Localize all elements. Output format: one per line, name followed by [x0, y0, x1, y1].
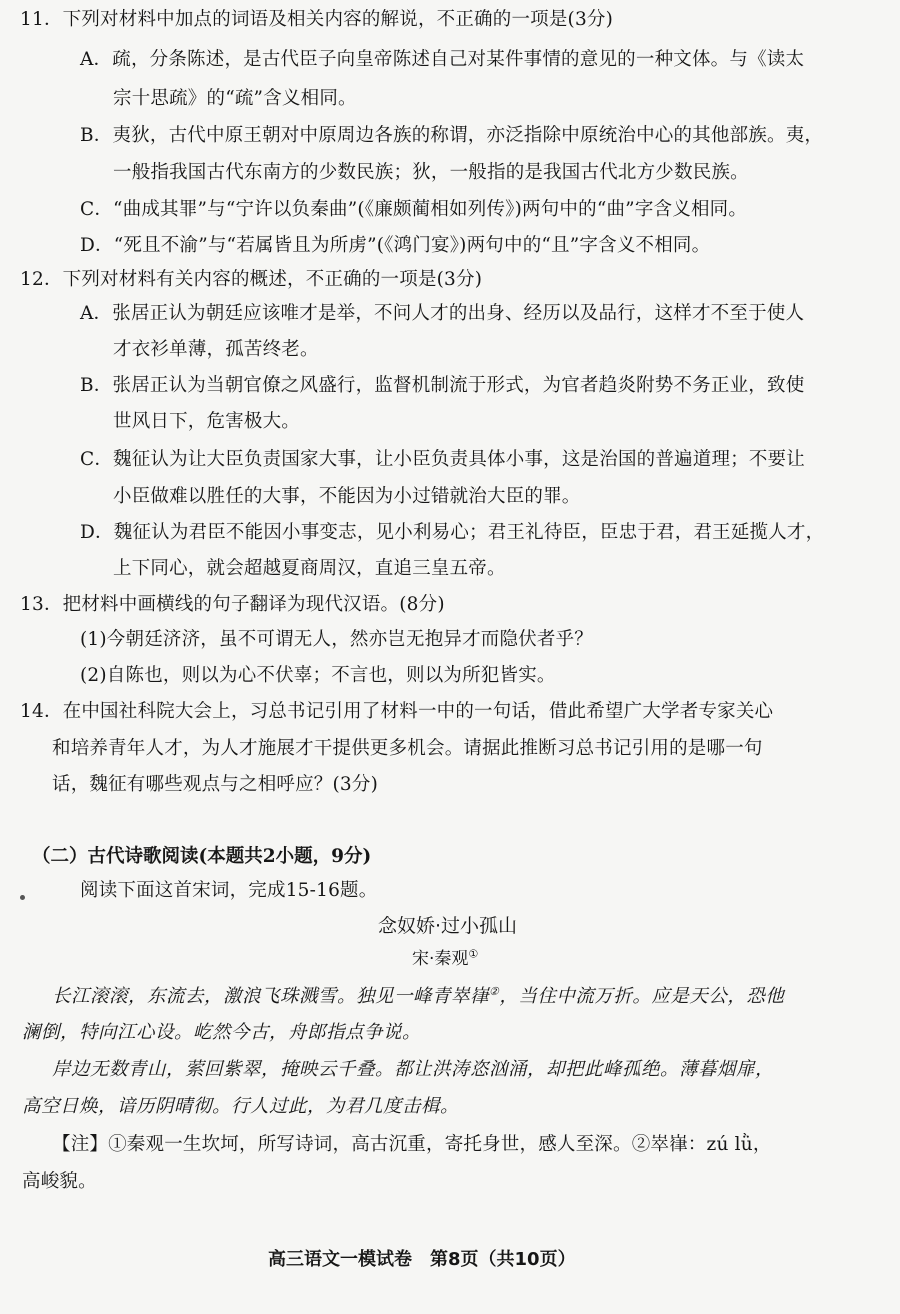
q12-option-d-line2: 上下同心，就会超越夏商周汉，直追三皇五帝。	[113, 558, 506, 579]
poem-line-1b: ，当住中流万折。应是天公，恐他	[499, 986, 785, 1007]
q13-sentence-1: (1)今朝廷济济，虽不可谓无人，然亦岂无抱异才而隐伏者乎？	[80, 629, 594, 650]
note-line-1: 【注】①秦观一生坎坷，所写诗词，高古沉重，寄托身世，感人至深。②崒嵂：zú lǜ，	[52, 1134, 772, 1155]
q12-option-b-line1: B．张居正认为当朝官僚之风盛行，监督机制流于形式，为官者趋炎附势不务正业，致使	[80, 375, 805, 396]
poem-author	[412, 948, 478, 970]
q12-option-d-line1: D．魏征认为君臣不能因小事变志，见小利易心；君王礼待臣，臣忠于君，君王延揽人才，	[80, 522, 825, 543]
poem-line-2: 澜倒，特向江心设。屹然今古，舟郎指点争说。	[22, 1022, 422, 1043]
poem-author-name: 宋·秦观	[412, 949, 469, 969]
q14-line1: 14．在中国社科院大会上，习总书记引用了材料一中的一句话，借此希望广大学者专家关心	[20, 701, 774, 722]
q13-sentence-2: (2)自陈也，则以为心不伏辜；不言也，则以为所犯皆实。	[80, 665, 556, 686]
note-line-2: 高峻貌。	[22, 1171, 97, 1192]
q11-option-c: C．“曲成其罪”与“宁许以负秦曲”(《廉颇蔺相如列传》)两句中的“曲”字含义相同。	[80, 199, 748, 220]
q12-option-a-line2: 才衣衫单薄，孤苦终老。	[113, 339, 319, 360]
page-footer: 高三语文一模试卷 第8页（共10页）	[268, 1249, 576, 1270]
margin-dot	[20, 895, 25, 900]
section-heading: （二）古代诗歌阅读(本题共2小题，9分)	[32, 846, 372, 867]
poem-line-1	[52, 985, 784, 1009]
q11-option-b-line1: B．夷狄，古代中原王朝对中原周边各族的称谓，亦泛指除中原统治中心的其他部族。夷，	[80, 125, 824, 146]
poem-line-3: 岸边无数青山，萦回紫翠，掩映云千叠。都让洪涛恣汹涌，却把此峰孤绝。薄暮烟扉，	[52, 1059, 775, 1080]
section-instruction: 阅读下面这首宋词，完成15-16题。	[80, 880, 378, 901]
poem-line-4: 高空日焕，谙历阴晴彻。行人过此，为君几度击楫。	[22, 1096, 460, 1117]
poem-line-1a: 长江滚滚，东流去，激浪飞珠溅雪。独见一峰青崒嵂	[52, 986, 490, 1007]
footnote-mark-1: ①	[468, 947, 479, 961]
q14-line2: 和培养青年人才，为人才施展才干提供更多机会。请据此推断习总书记引用的是哪一句	[52, 738, 763, 759]
q11-option-b-line2: 一般指我国古代东南方的少数民族；狄，一般指的是我国古代北方少数民族。	[113, 162, 749, 183]
q11-stem: 11．下列对材料中加点的词语及相关内容的解说，不正确的一项是(3分)	[20, 9, 614, 30]
q14-line3: 话，魏征有哪些观点与之相呼应？(3分)	[52, 774, 379, 795]
q12-stem: 12．下列对材料有关内容的概述，不正确的一项是(3分)	[20, 269, 483, 290]
footnote-mark-2: ②	[489, 984, 500, 998]
q11-option-a-line2: 宗十思疏》的“疏”含义相同。	[113, 88, 357, 109]
q11-option-d: D．“死且不渝”与“若属皆且为所虏”(《鸿门宴》)两句中的“且”字含义不相同。	[80, 235, 711, 256]
q12-option-c-line2: 小臣做难以胜任的大事，不能因为小过错就治大臣的罪。	[113, 486, 581, 507]
q12-option-a-line1: A．张居正认为朝廷应该唯才是举，不问人才的出身、经历以及品行，这样才不至于使人	[80, 303, 805, 324]
q13-stem: 13．把材料中画横线的句子翻译为现代汉语。(8分)	[20, 594, 445, 615]
q12-option-c-line1: C．魏征认为让大臣负责国家大事，让小臣负责具体小事，这是治国的普遍道理；不要让	[80, 449, 805, 470]
poem-title: 念奴娇·过小孤山	[378, 915, 518, 937]
q12-option-b-line2: 世风日下，危害极大。	[113, 411, 301, 432]
q11-option-a-line1: A．疏，分条陈述，是古代臣子向皇帝陈述自己对某件事情的意见的一种文体。与《读太	[80, 49, 805, 70]
